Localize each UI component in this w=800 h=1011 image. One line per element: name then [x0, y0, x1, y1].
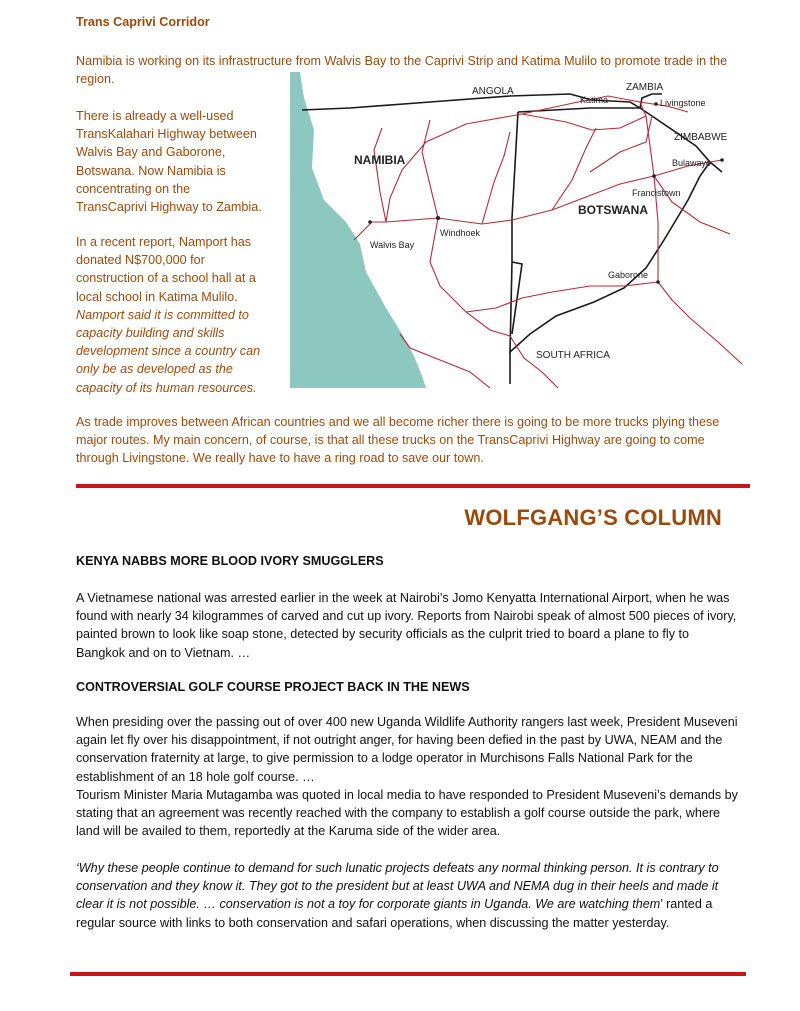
para2-italic-line: only be as developed as the: [76, 362, 233, 377]
para2-line: local school in Katima Mulilo.: [76, 289, 238, 304]
para2-line: construction of a school hall at a: [76, 271, 256, 286]
quote-rest: ’ ranted a regular source with links to both conservation and safari operations, when discussing the matter yesterday.: [76, 897, 713, 930]
transkalahari-paragraph: [76, 107, 288, 216]
label-livingstone: Livingstone: [660, 98, 706, 108]
article-paragraph: When presiding over the passing out of over 400 new Uganda Wildlife Authority rangers last week, President Museveni again let fly over his disappointment, if not outright anger, for having been defied in the past by UWA, NEAM and the conservation fraternity at large, to give permission to a lodge operator in Murchisons Falls National Park for the establishment of an 18 hole golf course. …: [76, 715, 738, 784]
divider: [76, 484, 750, 488]
para1-line: TransKalahari Highway between: [76, 127, 257, 142]
para1-line: There is already a well-used: [76, 109, 234, 123]
label-katima: Katima: [580, 95, 609, 105]
quote-paragraph: [76, 859, 738, 932]
article-heading: KENYA NABBS MORE BLOOD IVORY SMUGGLERS: [76, 554, 384, 568]
trade-paragraph: As trade improves between African countries and we all become richer there is going to be more trucks plying these major routes. My main concern, of course, is that all these trucks on the TransCaprivi Highway are going to come through Livingstone. We really have to have a ring road to save our town.: [76, 415, 720, 466]
label-botswana: BOTSWANA: [578, 203, 648, 217]
article-paragraph: A Vietnamese national was arrested earlier in the week at Nairobi’s Jomo Kenyatta International Airport, when he was found with nearly 34 kilogrammes of carved and cut up ivory. Reports from Nairobi speak of almost 500 pieces of ivory, painted brown to look like soap stone, detected by security officials as the culprit tried to board a plane to fly to Bangkok and on to Vietnam. …: [76, 591, 737, 660]
para1-line: TransCaprivi Highway to Zambia.: [76, 200, 262, 215]
namport-paragraph: [76, 233, 288, 397]
ocean-shape: [290, 72, 426, 388]
label-zambia: ZAMBIA: [626, 82, 664, 93]
intro-paragraph: Namibia is working on its infrastructure from Walvis Bay to the Caprivi Strip and Katima Mulilo to promote trade in the region.: [76, 54, 728, 87]
para2-italic-line: capacity building and skills: [76, 326, 225, 341]
trans-caprivi-map: [290, 72, 750, 388]
article-paragraph: Tourism Minister Maria Mutagamba was quoted in local media to have responded to President Museveni’s demands by stating that an agreement was recently reached with the company to establish a golf course outside the park, where land will be availed to them, reportedly at the Karuma side of the wider area.: [76, 788, 738, 839]
label-gaborone: Gaborone: [608, 270, 649, 280]
label-namibia: NAMIBIA: [354, 153, 406, 167]
label-zimbabwe: ZIMBABWE: [674, 132, 728, 143]
label-south-africa: SOUTH AFRICA: [536, 350, 610, 361]
para1-line: Walvis Bay and Gaborone,: [76, 145, 226, 160]
column-title: WOLFGANG’S COLUMN: [464, 505, 722, 530]
para2-line: In a recent report, Namport has: [76, 235, 251, 249]
quote-italic: ‘Why these people continue to demand for such lunatic projects defeats any normal thinking person. It is contrary to conservation and they know it. They got to the president but at least UWA and NEMA dug in their heels and made it clear it is not possible. … conservation is not a toy for corporate giants in Uganda. We are watching them: [76, 861, 719, 912]
para2-italic-line: Namport said it is committed to: [76, 307, 249, 322]
label-windhoek: Windhoek: [440, 228, 481, 238]
label-bulawayo: Bulawayo: [672, 158, 712, 168]
para2-italic-line: capacity of its human resources.: [76, 380, 257, 395]
article-heading: CONTROVERSIAL GOLF COURSE PROJECT BACK IN THE NEWS: [76, 680, 470, 694]
para2-line: donated N$700,000 for: [76, 253, 205, 268]
section-title: Trans Caprivi Corridor: [76, 15, 210, 29]
para2-italic-line: development since a country can: [76, 344, 261, 359]
divider: [70, 972, 746, 976]
label-walvis-bay: Walvis Bay: [370, 240, 415, 250]
para1-line: Botswana. Now Namibia is: [76, 163, 226, 178]
para1-line: concentrating on the: [76, 181, 191, 196]
label-francistown: Francistown: [632, 188, 681, 198]
label-angola: ANGOLA: [472, 86, 514, 97]
